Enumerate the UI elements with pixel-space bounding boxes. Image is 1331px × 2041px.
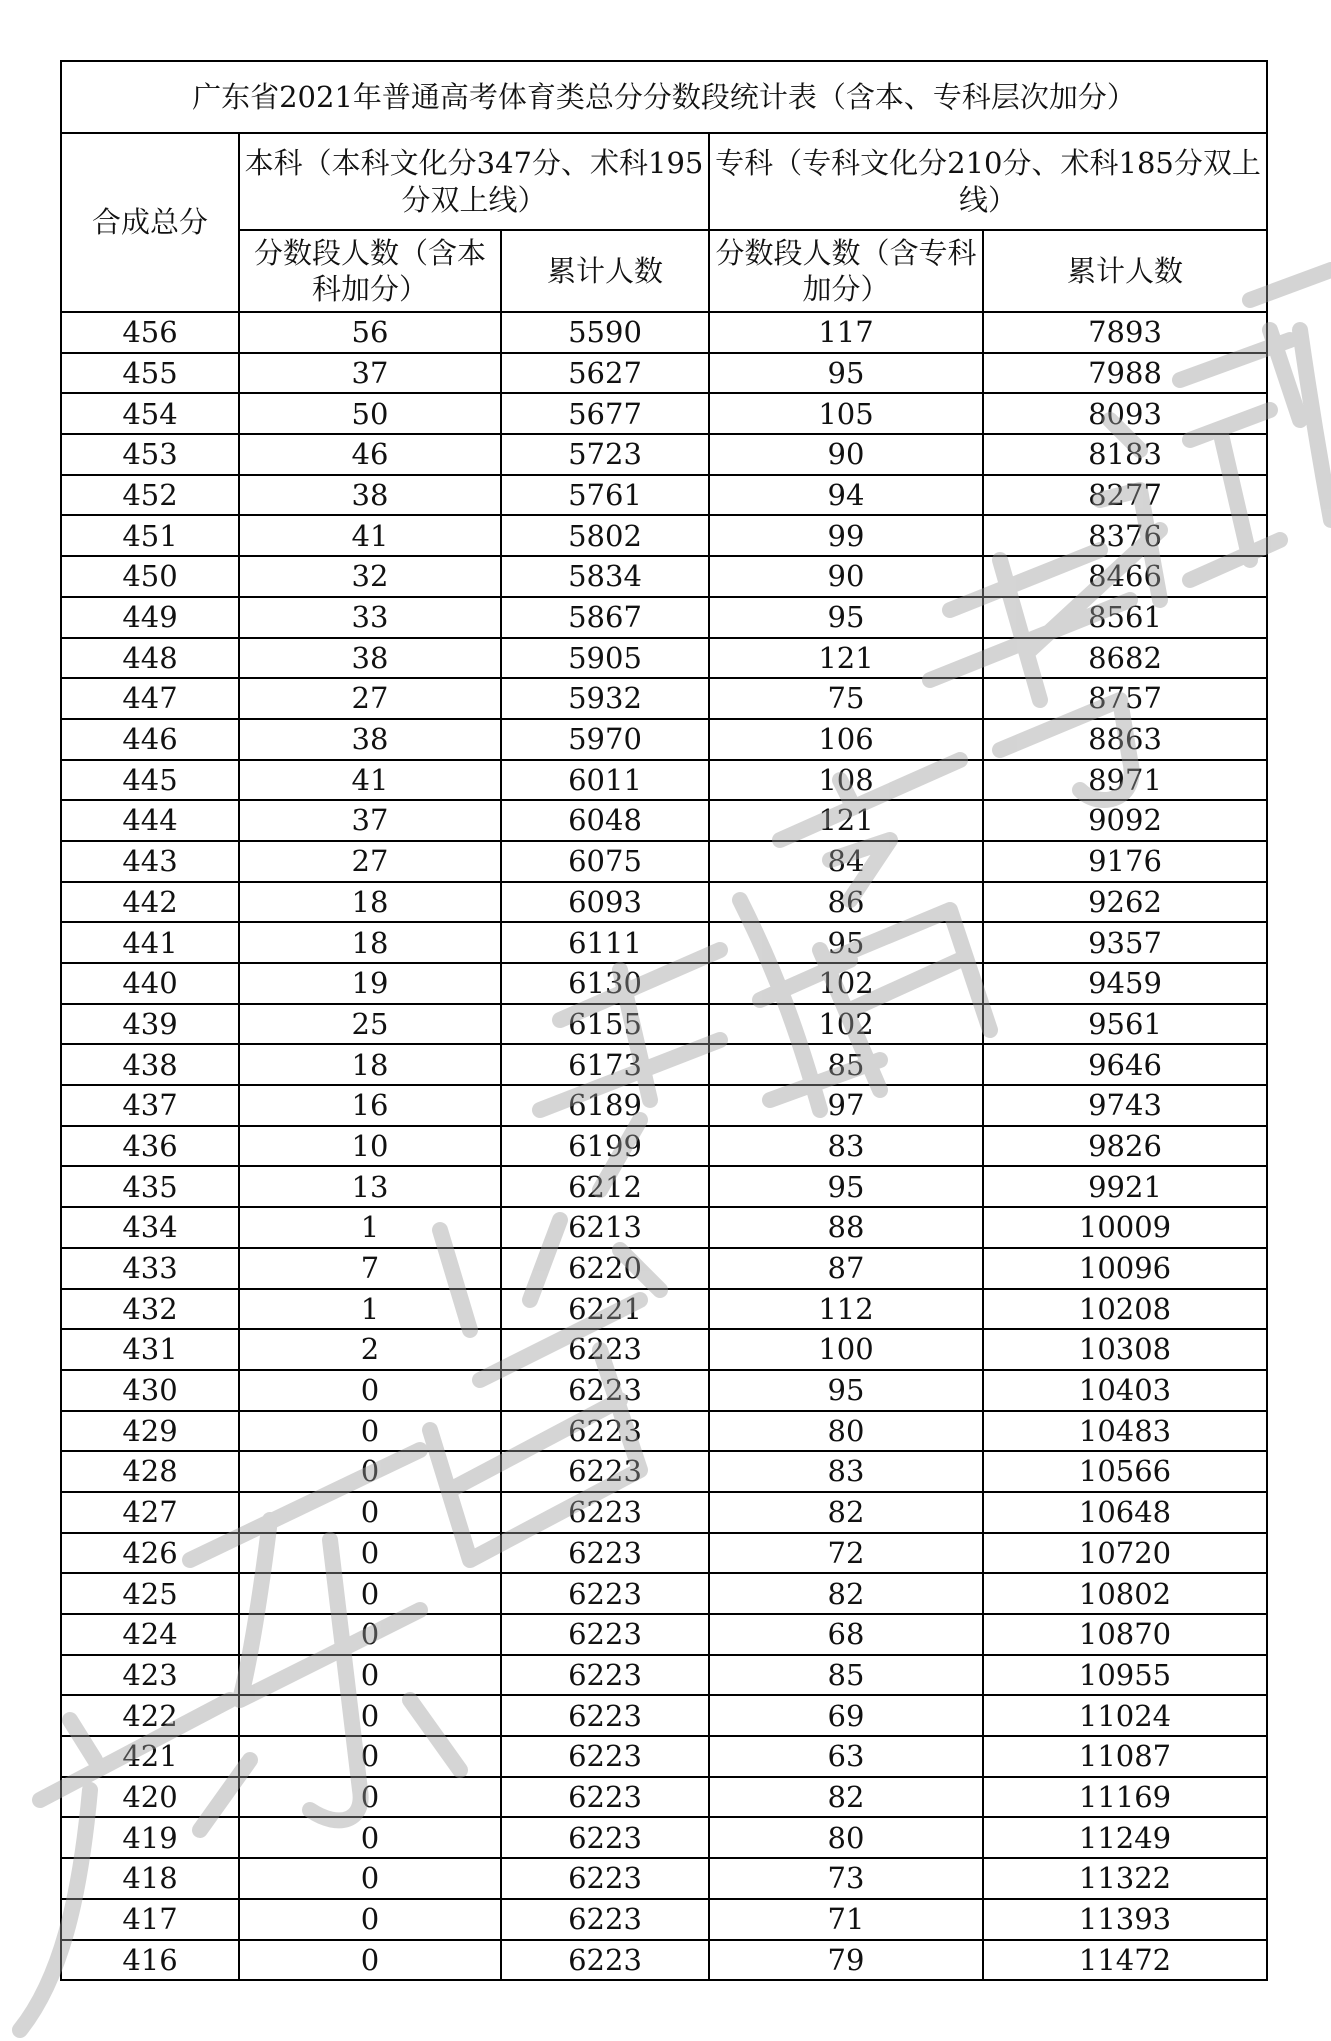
cell-total-score: 451 — [61, 515, 239, 556]
cell-college-cumulative: 9646 — [983, 1044, 1267, 1085]
cell-undergrad-cumulative: 6212 — [501, 1166, 709, 1207]
cell-college-segment: 75 — [709, 678, 983, 719]
cell-total-score: 422 — [61, 1695, 239, 1736]
cell-undergrad-cumulative: 6048 — [501, 800, 709, 841]
cell-total-score: 455 — [61, 353, 239, 394]
cell-college-segment: 82 — [709, 1573, 983, 1614]
cell-college-segment: 69 — [709, 1695, 983, 1736]
cell-college-cumulative: 10955 — [983, 1655, 1267, 1696]
cell-total-score: 416 — [61, 1940, 239, 1981]
cell-college-segment: 83 — [709, 1451, 983, 1492]
cell-college-cumulative: 10870 — [983, 1614, 1267, 1655]
cell-college-segment: 87 — [709, 1248, 983, 1289]
table-row — [61, 1533, 1267, 1574]
cell-college-cumulative: 9561 — [983, 1004, 1267, 1045]
cell-college-segment: 102 — [709, 963, 983, 1004]
cell-undergrad-cumulative: 6223 — [501, 1370, 709, 1411]
cell-undergrad-cumulative: 6213 — [501, 1207, 709, 1248]
cell-total-score: 418 — [61, 1858, 239, 1899]
cell-college-cumulative: 11322 — [983, 1858, 1267, 1899]
cell-undergrad-segment: 16 — [239, 1085, 501, 1126]
table-row — [61, 760, 1267, 801]
table-row — [61, 1451, 1267, 1492]
cell-undergrad-segment: 41 — [239, 760, 501, 801]
cell-total-score: 453 — [61, 434, 239, 475]
cell-college-segment: 95 — [709, 922, 983, 963]
cell-undergrad-cumulative: 6223 — [501, 1817, 709, 1858]
table-row — [61, 1329, 1267, 1370]
cell-undergrad-segment: 10 — [239, 1126, 501, 1167]
cell-college-segment: 100 — [709, 1329, 983, 1370]
table-row — [61, 1126, 1267, 1167]
cell-undergrad-segment: 0 — [239, 1817, 501, 1858]
cell-undergrad-segment: 0 — [239, 1411, 501, 1452]
cell-total-score: 444 — [61, 800, 239, 841]
cell-college-segment: 121 — [709, 638, 983, 679]
cell-college-segment: 102 — [709, 1004, 983, 1045]
cell-college-segment: 84 — [709, 841, 983, 882]
table-row — [61, 312, 1267, 353]
cell-college-cumulative: 11024 — [983, 1695, 1267, 1736]
cell-undergrad-segment: 18 — [239, 922, 501, 963]
cell-undergrad-cumulative: 6223 — [501, 1655, 709, 1696]
cell-college-segment: 106 — [709, 719, 983, 760]
cell-undergrad-segment: 19 — [239, 963, 501, 1004]
cell-college-cumulative: 9459 — [983, 963, 1267, 1004]
cell-college-segment: 63 — [709, 1736, 983, 1777]
cell-total-score: 439 — [61, 1004, 239, 1045]
cell-undergrad-cumulative: 6223 — [501, 1533, 709, 1574]
cell-college-segment: 82 — [709, 1777, 983, 1818]
cell-undergrad-segment: 56 — [239, 312, 501, 353]
cell-college-segment: 71 — [709, 1899, 983, 1940]
table-row — [61, 1858, 1267, 1899]
cell-college-cumulative: 9921 — [983, 1166, 1267, 1207]
cell-total-score: 420 — [61, 1777, 239, 1818]
table-row — [61, 1817, 1267, 1858]
cell-undergrad-segment: 0 — [239, 1492, 501, 1533]
cell-undergrad-segment: 46 — [239, 434, 501, 475]
cell-college-cumulative: 8863 — [983, 719, 1267, 760]
cell-undergrad-segment: 0 — [239, 1573, 501, 1614]
cell-total-score: 437 — [61, 1085, 239, 1126]
cell-college-segment: 85 — [709, 1655, 983, 1696]
cell-undergrad-segment: 1 — [239, 1289, 501, 1330]
table-row — [61, 719, 1267, 760]
cell-undergrad-cumulative: 5677 — [501, 393, 709, 434]
cell-undergrad-segment: 38 — [239, 638, 501, 679]
cell-total-score: 433 — [61, 1248, 239, 1289]
cell-undergrad-segment: 27 — [239, 841, 501, 882]
cell-college-segment: 88 — [709, 1207, 983, 1248]
cell-undergrad-cumulative: 5867 — [501, 597, 709, 638]
cell-total-score: 426 — [61, 1533, 239, 1574]
cell-total-score: 449 — [61, 597, 239, 638]
cell-college-cumulative: 8277 — [983, 475, 1267, 516]
cell-undergrad-cumulative: 6223 — [501, 1411, 709, 1452]
cell-undergrad-segment: 32 — [239, 556, 501, 597]
table-row — [61, 393, 1267, 434]
header-undergrad-group: 本科（本科文化分347分、术科195分双上线） — [239, 133, 709, 230]
cell-total-score: 434 — [61, 1207, 239, 1248]
cell-college-cumulative: 9092 — [983, 800, 1267, 841]
cell-college-cumulative: 10308 — [983, 1329, 1267, 1370]
cell-undergrad-segment: 0 — [239, 1736, 501, 1777]
cell-total-score: 428 — [61, 1451, 239, 1492]
cell-undergrad-cumulative: 5834 — [501, 556, 709, 597]
cell-college-segment: 82 — [709, 1492, 983, 1533]
cell-total-score: 447 — [61, 678, 239, 719]
cell-undergrad-cumulative: 6111 — [501, 922, 709, 963]
cell-undergrad-cumulative: 5627 — [501, 353, 709, 394]
cell-college-cumulative: 8561 — [983, 597, 1267, 638]
cell-undergrad-segment: 0 — [239, 1451, 501, 1492]
cell-undergrad-segment: 41 — [239, 515, 501, 556]
table-row — [61, 434, 1267, 475]
cell-undergrad-cumulative: 5905 — [501, 638, 709, 679]
cell-total-score: 446 — [61, 719, 239, 760]
cell-undergrad-segment: 18 — [239, 1044, 501, 1085]
table-row — [61, 963, 1267, 1004]
cell-total-score: 441 — [61, 922, 239, 963]
cell-total-score: 430 — [61, 1370, 239, 1411]
cell-college-segment: 108 — [709, 760, 983, 801]
cell-college-cumulative: 9743 — [983, 1085, 1267, 1126]
cell-college-segment: 99 — [709, 515, 983, 556]
cell-undergrad-segment: 7 — [239, 1248, 501, 1289]
cell-undergrad-segment: 2 — [239, 1329, 501, 1370]
table-row — [61, 353, 1267, 394]
table-row — [61, 1777, 1267, 1818]
table-row — [61, 1370, 1267, 1411]
cell-undergrad-cumulative: 6223 — [501, 1736, 709, 1777]
cell-undergrad-cumulative: 6223 — [501, 1329, 709, 1370]
cell-undergrad-cumulative: 5590 — [501, 312, 709, 353]
cell-undergrad-cumulative: 5761 — [501, 475, 709, 516]
table-row — [61, 1736, 1267, 1777]
cell-college-segment: 117 — [709, 312, 983, 353]
cell-college-segment: 72 — [709, 1533, 983, 1574]
cell-college-cumulative: 11087 — [983, 1736, 1267, 1777]
cell-total-score: 435 — [61, 1166, 239, 1207]
cell-undergrad-cumulative: 6221 — [501, 1289, 709, 1330]
cell-undergrad-cumulative: 5723 — [501, 434, 709, 475]
cell-college-segment: 86 — [709, 882, 983, 923]
cell-undergrad-segment: 33 — [239, 597, 501, 638]
cell-undergrad-segment: 27 — [239, 678, 501, 719]
cell-total-score: 419 — [61, 1817, 239, 1858]
cell-total-score: 429 — [61, 1411, 239, 1452]
cell-college-cumulative: 11393 — [983, 1899, 1267, 1940]
cell-college-cumulative: 8183 — [983, 434, 1267, 475]
header-total-score: 合成总分 — [61, 133, 239, 312]
table-row — [61, 1289, 1267, 1330]
cell-undergrad-cumulative: 6093 — [501, 882, 709, 923]
table-body — [61, 312, 1267, 1980]
cell-undergrad-cumulative: 5970 — [501, 719, 709, 760]
cell-undergrad-cumulative: 6075 — [501, 841, 709, 882]
cell-total-score: 427 — [61, 1492, 239, 1533]
cell-college-cumulative: 8466 — [983, 556, 1267, 597]
cell-college-cumulative: 9357 — [983, 922, 1267, 963]
cell-total-score: 456 — [61, 312, 239, 353]
cell-undergrad-cumulative: 6199 — [501, 1126, 709, 1167]
header-college-group: 专科（专科文化分210分、术科185分双上线） — [709, 133, 1267, 230]
cell-college-segment: 105 — [709, 393, 983, 434]
table-row — [61, 556, 1267, 597]
cell-college-cumulative: 9826 — [983, 1126, 1267, 1167]
cell-undergrad-segment: 0 — [239, 1899, 501, 1940]
cell-undergrad-cumulative: 6011 — [501, 760, 709, 801]
table-row — [61, 1899, 1267, 1940]
table-row — [61, 1085, 1267, 1126]
cell-college-cumulative: 11169 — [983, 1777, 1267, 1818]
table-row — [61, 597, 1267, 638]
cell-college-cumulative: 8376 — [983, 515, 1267, 556]
cell-college-cumulative: 7893 — [983, 312, 1267, 353]
cell-college-segment: 95 — [709, 597, 983, 638]
cell-undergrad-segment: 38 — [239, 475, 501, 516]
table-row — [61, 1492, 1267, 1533]
cell-undergrad-segment: 0 — [239, 1614, 501, 1655]
cell-undergrad-cumulative: 6223 — [501, 1777, 709, 1818]
cell-undergrad-cumulative: 6173 — [501, 1044, 709, 1085]
cell-total-score: 432 — [61, 1289, 239, 1330]
cell-total-score: 440 — [61, 963, 239, 1004]
table-row — [61, 1248, 1267, 1289]
cell-undergrad-segment: 37 — [239, 353, 501, 394]
cell-undergrad-cumulative: 6189 — [501, 1085, 709, 1126]
cell-undergrad-segment: 0 — [239, 1777, 501, 1818]
table-row — [61, 882, 1267, 923]
cell-undergrad-segment: 50 — [239, 393, 501, 434]
cell-college-segment: 94 — [709, 475, 983, 516]
cell-college-cumulative: 9176 — [983, 841, 1267, 882]
cell-college-cumulative: 10208 — [983, 1289, 1267, 1330]
cell-undergrad-cumulative: 6223 — [501, 1614, 709, 1655]
cell-college-segment: 112 — [709, 1289, 983, 1330]
cell-undergrad-segment: 0 — [239, 1940, 501, 1981]
table-row — [61, 638, 1267, 679]
table-row — [61, 1655, 1267, 1696]
cell-undergrad-cumulative: 5802 — [501, 515, 709, 556]
score-table — [60, 60, 1268, 1981]
cell-college-cumulative: 11472 — [983, 1940, 1267, 1981]
cell-undergrad-segment: 0 — [239, 1858, 501, 1899]
table-row — [61, 515, 1267, 556]
cell-total-score: 442 — [61, 882, 239, 923]
cell-college-cumulative: 9262 — [983, 882, 1267, 923]
cell-total-score: 421 — [61, 1736, 239, 1777]
table-row — [61, 922, 1267, 963]
cell-college-segment: 83 — [709, 1126, 983, 1167]
table-row — [61, 1940, 1267, 1981]
cell-total-score: 431 — [61, 1329, 239, 1370]
header-college-cumulative: 累计人数 — [983, 230, 1267, 312]
header-undergrad-cumulative: 累计人数 — [501, 230, 709, 312]
cell-undergrad-cumulative: 6220 — [501, 1248, 709, 1289]
cell-total-score: 452 — [61, 475, 239, 516]
table-row — [61, 1004, 1267, 1045]
cell-total-score: 423 — [61, 1655, 239, 1696]
cell-total-score: 448 — [61, 638, 239, 679]
cell-college-cumulative: 10648 — [983, 1492, 1267, 1533]
table-row — [61, 678, 1267, 719]
cell-undergrad-segment: 1 — [239, 1207, 501, 1248]
table-row — [61, 1695, 1267, 1736]
cell-college-segment: 80 — [709, 1411, 983, 1452]
table-row — [61, 1207, 1267, 1248]
cell-undergrad-cumulative: 6223 — [501, 1451, 709, 1492]
cell-college-cumulative: 8757 — [983, 678, 1267, 719]
cell-undergrad-segment: 37 — [239, 800, 501, 841]
table-row — [61, 1411, 1267, 1452]
cell-college-cumulative: 10009 — [983, 1207, 1267, 1248]
cell-college-segment: 79 — [709, 1940, 983, 1981]
cell-college-segment: 121 — [709, 800, 983, 841]
table-row — [61, 475, 1267, 516]
cell-undergrad-segment: 0 — [239, 1370, 501, 1411]
cell-college-cumulative: 11249 — [983, 1817, 1267, 1858]
table-title: 广东省2021年普通高考体育类总分分数段统计表（含本、专科层次加分） — [61, 61, 1267, 133]
cell-total-score: 425 — [61, 1573, 239, 1614]
cell-undergrad-cumulative: 6130 — [501, 963, 709, 1004]
cell-undergrad-cumulative: 6223 — [501, 1695, 709, 1736]
cell-undergrad-segment: 0 — [239, 1533, 501, 1574]
cell-college-cumulative: 10720 — [983, 1533, 1267, 1574]
cell-undergrad-cumulative: 6223 — [501, 1858, 709, 1899]
cell-undergrad-segment: 25 — [239, 1004, 501, 1045]
cell-undergrad-cumulative: 5932 — [501, 678, 709, 719]
cell-college-cumulative: 8682 — [983, 638, 1267, 679]
cell-college-segment: 85 — [709, 1044, 983, 1085]
cell-total-score: 445 — [61, 760, 239, 801]
cell-college-segment: 97 — [709, 1085, 983, 1126]
cell-total-score: 450 — [61, 556, 239, 597]
cell-total-score: 424 — [61, 1614, 239, 1655]
table-row — [61, 1166, 1267, 1207]
cell-total-score: 417 — [61, 1899, 239, 1940]
cell-undergrad-segment: 0 — [239, 1695, 501, 1736]
cell-total-score: 443 — [61, 841, 239, 882]
cell-college-segment: 80 — [709, 1817, 983, 1858]
cell-total-score: 438 — [61, 1044, 239, 1085]
header-undergrad-segment: 分数段人数（含本科加分） — [239, 230, 501, 312]
cell-undergrad-segment: 38 — [239, 719, 501, 760]
cell-total-score: 436 — [61, 1126, 239, 1167]
cell-undergrad-segment: 13 — [239, 1166, 501, 1207]
cell-undergrad-cumulative: 6223 — [501, 1573, 709, 1614]
cell-college-segment: 95 — [709, 353, 983, 394]
cell-college-segment: 68 — [709, 1614, 983, 1655]
table-row — [61, 1614, 1267, 1655]
cell-undergrad-cumulative: 6223 — [501, 1940, 709, 1981]
cell-college-cumulative: 10096 — [983, 1248, 1267, 1289]
table-row — [61, 841, 1267, 882]
table-row — [61, 1573, 1267, 1614]
cell-college-cumulative: 10566 — [983, 1451, 1267, 1492]
cell-college-cumulative: 7988 — [983, 353, 1267, 394]
cell-undergrad-segment: 0 — [239, 1655, 501, 1696]
cell-total-score: 454 — [61, 393, 239, 434]
table-row — [61, 800, 1267, 841]
cell-college-cumulative: 10483 — [983, 1411, 1267, 1452]
cell-college-segment: 90 — [709, 556, 983, 597]
cell-undergrad-cumulative: 6155 — [501, 1004, 709, 1045]
cell-undergrad-cumulative: 6223 — [501, 1899, 709, 1940]
cell-college-cumulative: 8093 — [983, 393, 1267, 434]
cell-undergrad-cumulative: 6223 — [501, 1492, 709, 1533]
cell-college-segment: 90 — [709, 434, 983, 475]
cell-college-cumulative: 10802 — [983, 1573, 1267, 1614]
cell-college-segment: 73 — [709, 1858, 983, 1899]
cell-college-cumulative: 8971 — [983, 760, 1267, 801]
header-college-segment: 分数段人数（含专科加分） — [709, 230, 983, 312]
cell-college-cumulative: 10403 — [983, 1370, 1267, 1411]
cell-college-segment: 95 — [709, 1166, 983, 1207]
cell-college-segment: 95 — [709, 1370, 983, 1411]
cell-undergrad-segment: 18 — [239, 882, 501, 923]
table-row — [61, 1044, 1267, 1085]
